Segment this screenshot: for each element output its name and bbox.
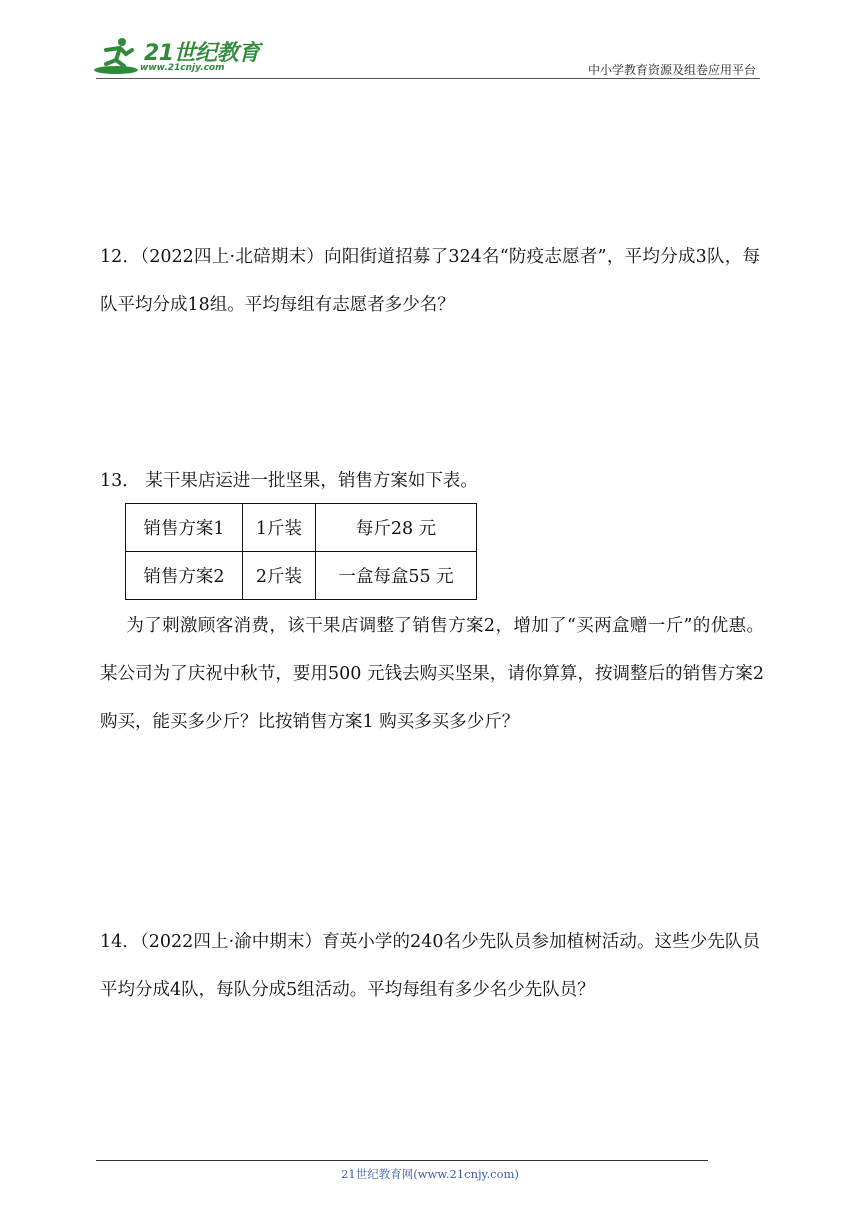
site-logo [92, 34, 262, 78]
platform-title: 中小学教育资源及组卷应用平台 [587, 63, 756, 77]
logo-url: www.21cnjy.com [140, 63, 225, 73]
question-12: 12．（2022四上·北碚期末）向阳街道招募了324名“防疫志愿者”，平均分成3队，每队平均分成18组。平均每组有志愿者多少名？ [100, 247, 760, 315]
table-cell: 销售方案2 [126, 552, 243, 600]
logo-text: 21世纪教育 [144, 41, 260, 66]
question-14: 14．（2022四上·渝中期末）育英小学的240名少先队员参加植树活动。这些少先队员平均分成4队，每队分成5组活动。平均每组有多少名少先队员？ [100, 932, 760, 1000]
footer-divider [96, 1160, 708, 1161]
table-cell: 1斤装 [243, 504, 316, 552]
runner-logo-icon [92, 36, 140, 76]
table-cell: 每斤28 元 [316, 504, 477, 552]
question-13-intro: 13． 某干果店运进一批坚果，销售方案如下表。 [100, 471, 478, 491]
header-divider [96, 78, 760, 79]
sales-plan-table [125, 503, 477, 600]
table-cell: 2斤装 [243, 552, 316, 600]
question-13-text: 为了刺激顾客消费，该干果店调整了销售方案2，增加了“买两盒赠一斤”的优惠。某公司为了庆祝中秋节，要用500 元钱去购买坚果，请你算算，按调整后的销售方案2 购买，能买多少斤？比按销售方案1 购买多买多少斤？ [100, 616, 764, 732]
table-row [126, 552, 477, 600]
table-row [126, 504, 477, 552]
footer-text: 21世纪教育网(www.21cnjy.com) [341, 1167, 519, 1181]
table-cell: 一盒每盒55 元 [316, 552, 477, 600]
table-cell: 销售方案1 [126, 504, 243, 552]
question-13-body [100, 602, 764, 746]
